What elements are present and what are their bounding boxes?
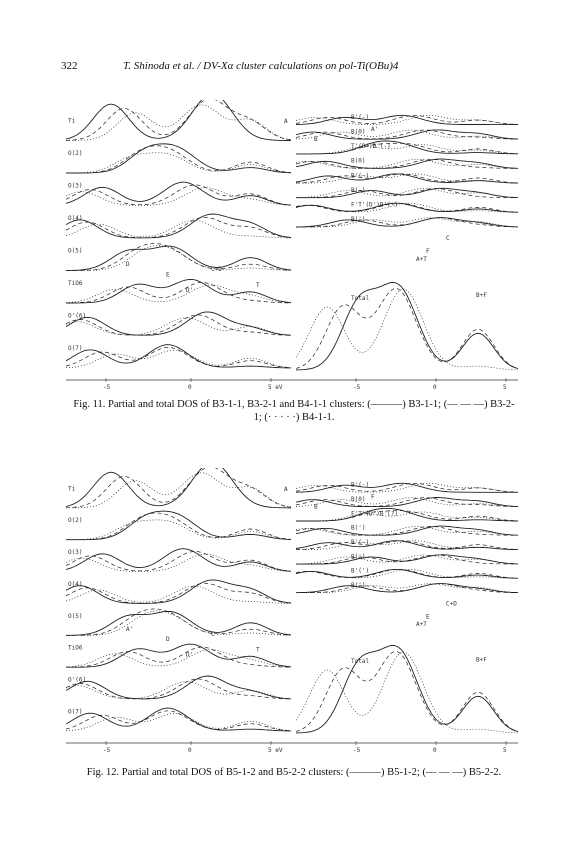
dos-curve xyxy=(66,708,291,731)
dos-curve xyxy=(66,318,291,336)
dos-curve xyxy=(66,345,291,368)
left-panel-label: Ti xyxy=(68,117,76,125)
dos-curve xyxy=(296,218,518,227)
left-panel-label: O(4) xyxy=(68,580,83,588)
dos-curve xyxy=(296,526,518,535)
dos-curve xyxy=(296,188,518,197)
left-panel-label: TiO6 xyxy=(68,644,83,652)
dos-curve xyxy=(66,682,291,699)
right-panel-label: B(') xyxy=(351,553,366,561)
right-panel-label: B'(-) xyxy=(351,538,370,546)
peak-label: A+T xyxy=(416,620,427,628)
dos-curve xyxy=(66,217,291,237)
axis-tick-label: 5 eV xyxy=(268,747,283,754)
axis-tick-label: 5 xyxy=(503,384,507,391)
right-panel-label: T'(D')B'(-) xyxy=(351,143,391,151)
dos-curve xyxy=(66,144,291,173)
axis-tick-label: -5 xyxy=(103,747,111,754)
figure-11-dos-plot xyxy=(66,100,521,400)
axis-tick-label: -5 xyxy=(353,384,361,391)
dos-curve xyxy=(66,246,291,274)
dos-curve xyxy=(66,611,291,635)
peak-label: D' xyxy=(186,287,194,294)
left-panel-label: O(2) xyxy=(68,517,83,525)
dos-curve xyxy=(296,483,518,492)
left-panel-label: Ti xyxy=(68,485,76,493)
axis-tick-label: 5 xyxy=(503,747,507,754)
peak-label: B xyxy=(314,503,318,511)
peak-label: F xyxy=(426,248,430,255)
dos-curve xyxy=(296,555,518,564)
left-panel-label: O(7) xyxy=(68,708,83,716)
right-panel-label: B(0) xyxy=(351,128,366,136)
peak-label: D' xyxy=(186,651,194,659)
left-panel-label: O(3) xyxy=(68,182,83,190)
peak-label: A' xyxy=(371,125,379,133)
left-panel-label: O(2) xyxy=(68,150,83,158)
dos-curve xyxy=(66,244,291,274)
dos-curve xyxy=(296,508,518,521)
dos-curve xyxy=(296,130,518,139)
dos-curve xyxy=(296,115,518,124)
peak-label: T xyxy=(256,646,260,654)
dos-curve xyxy=(66,350,291,368)
peak-label: T xyxy=(256,281,260,289)
dos-curve xyxy=(296,584,518,593)
right-panel-label: B(-) xyxy=(351,186,366,194)
right-panel-label: F'T'(D')B'(?) xyxy=(351,510,398,518)
right-panel-label: B(') xyxy=(351,524,366,532)
peak-label: C+D xyxy=(446,600,457,608)
peak-label: A xyxy=(284,485,288,493)
right-panel-label: B'(-) xyxy=(351,481,370,489)
left-panel-label: O(5) xyxy=(68,612,83,620)
dos-curve xyxy=(296,289,518,369)
dos-curve xyxy=(66,146,291,173)
page-number: 322 xyxy=(61,60,78,72)
dos-curve xyxy=(296,218,518,227)
peak-label: B xyxy=(314,136,318,144)
peak-label: D xyxy=(166,636,170,644)
peak-label: D xyxy=(126,261,130,268)
peak-label: E xyxy=(166,271,170,279)
dos-curve xyxy=(66,611,291,639)
right-panel-label: Total xyxy=(351,658,370,665)
peak-label: C xyxy=(211,631,215,639)
axis-tick-label: 5 eV xyxy=(268,384,283,391)
peak-label: E xyxy=(426,613,430,621)
dos-curve xyxy=(66,513,291,540)
dos-curve xyxy=(66,220,291,238)
right-panel-label: B'(-) xyxy=(351,172,370,180)
figure-12-dos-plot xyxy=(66,468,521,763)
dos-curve xyxy=(296,141,518,154)
dos-curve xyxy=(66,347,291,367)
dos-curve xyxy=(66,676,291,699)
dos-curve xyxy=(296,584,518,593)
axis-tick-label: 0 xyxy=(188,384,192,391)
dos-curve xyxy=(66,676,291,699)
figure-12-caption: Fig. 12. Partial and total DOS of B5-1-2 and B5-2-2 clusters: (———) B5-1-2; (— — —) B5-2-2. xyxy=(86,767,502,778)
peak-label: F xyxy=(371,493,375,501)
axis-tick-label: -5 xyxy=(353,747,361,754)
dos-curve xyxy=(66,312,291,336)
dos-curve xyxy=(296,652,518,733)
left-panel-label: O'(6) xyxy=(68,312,87,320)
dos-curve xyxy=(66,711,291,731)
left-panel-label: O(5) xyxy=(68,247,83,255)
dos-curve xyxy=(66,182,291,205)
axis-tick-label: 0 xyxy=(433,747,437,754)
running-title: T. Shinoda et al. / DV-Xα cluster calculations on pol-Ti(OBu)4 xyxy=(123,60,399,72)
dos-curve xyxy=(66,511,291,540)
page-header xyxy=(61,60,521,76)
dos-curve xyxy=(66,549,291,572)
dos-curve xyxy=(296,289,518,370)
figure-12-svg xyxy=(66,468,521,763)
dos-curve xyxy=(66,312,291,335)
figure-11-svg xyxy=(66,100,521,400)
dos-curve xyxy=(66,473,291,508)
right-panel-label: B(') xyxy=(351,582,366,590)
dos-curve xyxy=(66,246,291,274)
left-panel-label: O(3) xyxy=(68,549,83,557)
right-panel-label: B(') xyxy=(351,216,366,224)
peak-label: A xyxy=(284,118,288,125)
right-panel-label: B(0) xyxy=(351,157,366,165)
left-panel-label: O(7) xyxy=(68,345,83,353)
axis-tick-label: 0 xyxy=(433,384,437,391)
axis-tick-label: -5 xyxy=(103,384,111,391)
right-panel-label: Total xyxy=(351,295,370,302)
dos-curve xyxy=(296,159,518,168)
dos-curve xyxy=(296,218,518,227)
peak-label: C+D xyxy=(211,266,222,274)
peak-label: B+F xyxy=(476,292,487,300)
right-panel-label: B(0) xyxy=(351,495,366,503)
right-panel-label: B'(') xyxy=(351,567,370,575)
left-panel-label: TiO6 xyxy=(68,280,83,288)
dos-curve xyxy=(66,714,291,731)
dos-curve xyxy=(66,580,291,603)
axis-tick-label: 0 xyxy=(188,747,192,754)
left-panel-label: O'(6) xyxy=(68,676,87,684)
left-panel-label: O(4) xyxy=(68,215,83,223)
figure-11-caption: Fig. 11. Partial and total DOS of B3-1-1, B3-2-1 and B4-1-1 clusters: (———) B3-1-1; (— — —) B3-2-1; (· · · · ·) B4-1-1. xyxy=(73,399,515,423)
right-panel-label: F'T'(D')B'(-) xyxy=(351,201,398,209)
peak-label: A' xyxy=(126,626,134,633)
peak-label: A+T xyxy=(416,255,427,263)
dos-curve xyxy=(66,586,291,603)
peak-label: B+F xyxy=(476,656,487,664)
dos-curve xyxy=(296,584,518,593)
peak-label: C xyxy=(446,235,450,242)
right-panel-label: B'(-) xyxy=(351,113,370,121)
dos-curve xyxy=(66,609,291,639)
